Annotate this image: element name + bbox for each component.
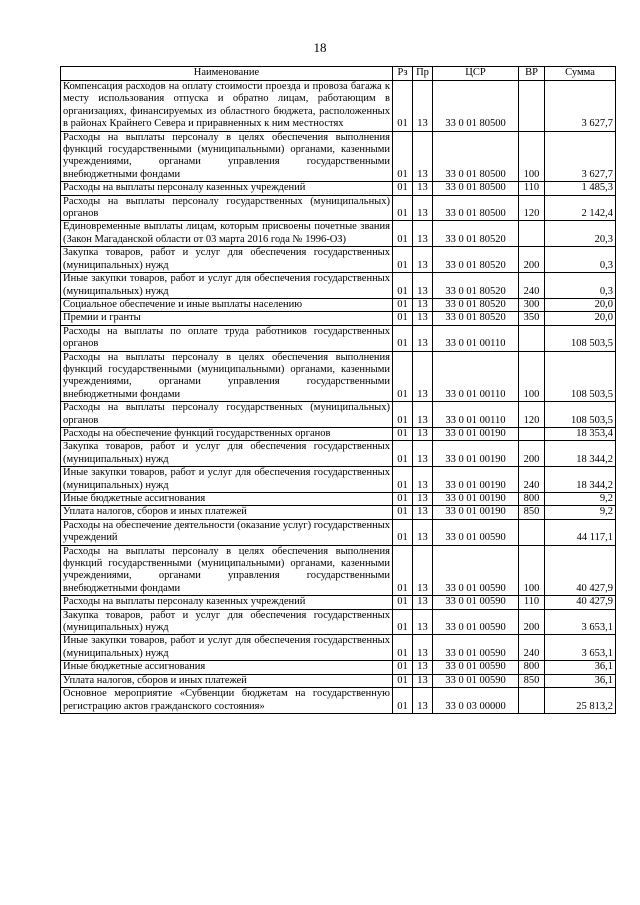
cell-pr: 13 [413, 325, 433, 351]
cell-name: Расходы на выплаты персоналу казенных учреждений [61, 182, 393, 195]
cell-vr: 110 [519, 596, 545, 609]
cell-pr: 13 [413, 298, 433, 311]
cell-vr: 240 [519, 273, 545, 299]
cell-csr: 33 0 01 00190 [433, 493, 519, 506]
table-row [61, 674, 616, 687]
cell-csr: 33 0 01 80500 [433, 131, 519, 182]
budget-table [60, 66, 616, 714]
cell-sum: 3 627,7 [545, 81, 616, 132]
table-row [61, 273, 616, 299]
cell-pr: 13 [413, 661, 433, 674]
cell-vr: 300 [519, 298, 545, 311]
cell-rz: 01 [393, 493, 413, 506]
cell-rz: 01 [393, 609, 413, 635]
cell-name: Расходы на выплаты персоналу в целях обеспечения выполнения функций государственными (муниципальными) органами, казенными учреждениями, органами управления государственными внебюджетными фондами [61, 351, 393, 402]
cell-csr: 33 0 01 80520 [433, 273, 519, 299]
table-row [61, 427, 616, 440]
cell-pr: 13 [413, 131, 433, 182]
cell-pr: 13 [413, 182, 433, 195]
table-row [61, 221, 616, 247]
cell-rz: 01 [393, 81, 413, 132]
cell-csr: 33 0 03 00000 [433, 688, 519, 714]
cell-vr [519, 221, 545, 247]
cell-name: Закупка товаров, работ и услуг для обеспечения государственных (муниципальных) нужд [61, 609, 393, 635]
column-header-name: Наименование [61, 67, 393, 81]
cell-name: Иные закупки товаров, работ и услуг для обеспечения государственных (муниципальных) нужд [61, 273, 393, 299]
cell-name: Расходы на обеспечение функций государственных органов [61, 427, 393, 440]
cell-name: Иные бюджетные ассигнования [61, 661, 393, 674]
cell-vr [519, 688, 545, 714]
cell-sum: 36,1 [545, 674, 616, 687]
cell-pr: 13 [413, 596, 433, 609]
cell-vr: 100 [519, 545, 545, 596]
table-row [61, 493, 616, 506]
cell-sum: 40 427,9 [545, 545, 616, 596]
cell-rz: 01 [393, 519, 413, 545]
table-row [61, 351, 616, 402]
cell-csr: 33 0 01 00110 [433, 402, 519, 428]
cell-csr: 33 0 01 80520 [433, 221, 519, 247]
cell-pr: 13 [413, 467, 433, 493]
cell-name: Иные закупки товаров, работ и услуг для обеспечения государственных (муниципальных) нужд [61, 635, 393, 661]
cell-rz: 01 [393, 325, 413, 351]
cell-name: Расходы на выплаты персоналу в целях обеспечения выполнения функций государственными (муниципальными) органами, казенными учреждениями, органами управления государственными внебюджетными фондами [61, 545, 393, 596]
cell-name: Уплата налогов, сборов и иных платежей [61, 674, 393, 687]
table-row [61, 131, 616, 182]
column-header-pr: Пр [413, 67, 433, 81]
cell-pr: 13 [413, 493, 433, 506]
cell-pr: 13 [413, 221, 433, 247]
cell-pr: 13 [413, 312, 433, 325]
cell-vr [519, 325, 545, 351]
cell-name: Премии и гранты [61, 312, 393, 325]
cell-sum: 20,0 [545, 312, 616, 325]
cell-csr: 33 0 01 80500 [433, 195, 519, 221]
cell-sum: 9,2 [545, 506, 616, 519]
cell-csr: 33 0 01 00110 [433, 325, 519, 351]
cell-rz: 01 [393, 506, 413, 519]
cell-csr: 33 0 01 00190 [433, 506, 519, 519]
table-row [61, 312, 616, 325]
cell-vr [519, 519, 545, 545]
cell-rz: 01 [393, 273, 413, 299]
cell-csr: 33 0 01 00590 [433, 596, 519, 609]
cell-sum: 3 653,1 [545, 635, 616, 661]
column-header-rz: Рз [393, 67, 413, 81]
cell-pr: 13 [413, 506, 433, 519]
cell-rz: 01 [393, 441, 413, 467]
cell-rz: 01 [393, 221, 413, 247]
cell-vr: 240 [519, 635, 545, 661]
cell-csr: 33 0 01 00590 [433, 635, 519, 661]
cell-vr: 200 [519, 441, 545, 467]
table-row [61, 298, 616, 311]
cell-name: Расходы на выплаты персоналу государственных (муниципальных) органов [61, 195, 393, 221]
table-row [61, 545, 616, 596]
cell-vr: 200 [519, 609, 545, 635]
cell-rz: 01 [393, 688, 413, 714]
cell-vr [519, 81, 545, 132]
cell-sum: 18 353,4 [545, 427, 616, 440]
cell-name: Иные закупки товаров, работ и услуг для обеспечения государственных (муниципальных) нужд [61, 467, 393, 493]
page-number: 18 [313, 40, 327, 55]
table-row [61, 467, 616, 493]
cell-pr: 13 [413, 351, 433, 402]
cell-csr: 33 0 01 00190 [433, 441, 519, 467]
cell-pr: 13 [413, 688, 433, 714]
cell-name: Расходы на выплаты персоналу государственных (муниципальных) органов [61, 402, 393, 428]
table-row [61, 441, 616, 467]
cell-vr: 120 [519, 402, 545, 428]
cell-rz: 01 [393, 467, 413, 493]
cell-sum: 0,3 [545, 247, 616, 273]
cell-rz: 01 [393, 427, 413, 440]
cell-pr: 13 [413, 609, 433, 635]
table-row [61, 325, 616, 351]
cell-pr: 13 [413, 441, 433, 467]
cell-vr: 850 [519, 506, 545, 519]
cell-pr: 13 [413, 635, 433, 661]
cell-csr: 33 0 01 00590 [433, 661, 519, 674]
cell-csr: 33 0 01 00110 [433, 351, 519, 402]
cell-vr: 350 [519, 312, 545, 325]
cell-vr [519, 427, 545, 440]
table-row [61, 609, 616, 635]
cell-name: Расходы на выплаты персоналу казенных учреждений [61, 596, 393, 609]
table-row [61, 182, 616, 195]
table-row [61, 596, 616, 609]
table-row [61, 661, 616, 674]
cell-name: Закупка товаров, работ и услуг для обеспечения государственных (муниципальных) нужд [61, 441, 393, 467]
cell-vr: 850 [519, 674, 545, 687]
cell-name: Компенсация расходов на оплату стоимости проезда и провоза багажа к месту использования отпуска и обратно лицам, работающим в организациях, финансируемых из областного бюджета, расположенных в районах Крайнего Севера и приравненных к ним местностях [61, 81, 393, 132]
column-header-csr: ЦСР [433, 67, 519, 81]
cell-pr: 13 [413, 81, 433, 132]
cell-sum: 108 503,5 [545, 402, 616, 428]
cell-rz: 01 [393, 402, 413, 428]
table-row [61, 195, 616, 221]
cell-csr: 33 0 01 80520 [433, 247, 519, 273]
table-row [61, 506, 616, 519]
cell-sum: 20,0 [545, 298, 616, 311]
table-row [61, 688, 616, 714]
table-row [61, 247, 616, 273]
cell-name: Расходы на выплаты персоналу в целях обеспечения выполнения функций государственными (муниципальными) органами, казенными учреждениями, органами управления государственными внебюджетными фондами [61, 131, 393, 182]
cell-vr: 200 [519, 247, 545, 273]
table-header-row [61, 67, 616, 81]
cell-rz: 01 [393, 312, 413, 325]
cell-csr: 33 0 01 00590 [433, 519, 519, 545]
table-row [61, 635, 616, 661]
cell-pr: 13 [413, 402, 433, 428]
cell-vr: 110 [519, 182, 545, 195]
cell-name: Расходы на обеспечение деятельности (оказание услуг) государственных учреждений [61, 519, 393, 545]
table-body [61, 81, 616, 714]
cell-name: Расходы на выплаты по оплате труда работников государственных органов [61, 325, 393, 351]
cell-sum: 36,1 [545, 661, 616, 674]
cell-vr: 100 [519, 351, 545, 402]
cell-rz: 01 [393, 596, 413, 609]
cell-csr: 33 0 01 00190 [433, 427, 519, 440]
cell-vr: 800 [519, 661, 545, 674]
cell-pr: 13 [413, 195, 433, 221]
cell-pr: 13 [413, 273, 433, 299]
cell-rz: 01 [393, 351, 413, 402]
column-header-vr: ВР [519, 67, 545, 81]
cell-csr: 33 0 01 80520 [433, 298, 519, 311]
cell-csr: 33 0 01 80500 [433, 81, 519, 132]
cell-csr: 33 0 01 00590 [433, 674, 519, 687]
cell-pr: 13 [413, 247, 433, 273]
cell-sum: 9,2 [545, 493, 616, 506]
cell-sum: 25 813,2 [545, 688, 616, 714]
cell-vr: 100 [519, 131, 545, 182]
cell-pr: 13 [413, 519, 433, 545]
cell-name: Социальное обеспечение и иные выплаты населению [61, 298, 393, 311]
column-header-sum: Сумма [545, 67, 616, 81]
cell-pr: 13 [413, 674, 433, 687]
cell-csr: 33 0 01 80500 [433, 182, 519, 195]
cell-rz: 01 [393, 545, 413, 596]
cell-sum: 3 627,7 [545, 131, 616, 182]
cell-rz: 01 [393, 182, 413, 195]
cell-sum: 108 503,5 [545, 325, 616, 351]
cell-sum: 44 117,1 [545, 519, 616, 545]
cell-rz: 01 [393, 635, 413, 661]
cell-sum: 3 653,1 [545, 609, 616, 635]
cell-csr: 33 0 01 00590 [433, 545, 519, 596]
cell-pr: 13 [413, 545, 433, 596]
cell-pr: 13 [413, 427, 433, 440]
cell-name: Закупка товаров, работ и услуг для обеспечения государственных (муниципальных) нужд [61, 247, 393, 273]
cell-vr: 120 [519, 195, 545, 221]
cell-csr: 33 0 01 00190 [433, 467, 519, 493]
cell-rz: 01 [393, 195, 413, 221]
cell-rz: 01 [393, 661, 413, 674]
cell-name: Уплата налогов, сборов и иных платежей [61, 506, 393, 519]
cell-sum: 1 485,3 [545, 182, 616, 195]
cell-sum: 108 503,5 [545, 351, 616, 402]
cell-csr: 33 0 01 00590 [433, 609, 519, 635]
cell-name: Единовременные выплаты лицам, которым присвоены почетные звания (Закон Магаданской области от 03 марта 2016 года № 1996-ОЗ) [61, 221, 393, 247]
cell-sum: 20,3 [545, 221, 616, 247]
table-row [61, 81, 616, 132]
table-row [61, 519, 616, 545]
cell-sum: 18 344,2 [545, 441, 616, 467]
cell-name: Иные бюджетные ассигнования [61, 493, 393, 506]
cell-sum: 40 427,9 [545, 596, 616, 609]
cell-sum: 2 142,4 [545, 195, 616, 221]
cell-rz: 01 [393, 674, 413, 687]
cell-rz: 01 [393, 298, 413, 311]
cell-rz: 01 [393, 131, 413, 182]
cell-csr: 33 0 01 80520 [433, 312, 519, 325]
cell-sum: 18 344,2 [545, 467, 616, 493]
cell-name: Основное мероприятие «Субвенции бюджетам на государственную регистрацию актов гражданского состояния» [61, 688, 393, 714]
cell-vr: 800 [519, 493, 545, 506]
cell-sum: 0,3 [545, 273, 616, 299]
cell-vr: 240 [519, 467, 545, 493]
table-row [61, 402, 616, 428]
cell-rz: 01 [393, 247, 413, 273]
